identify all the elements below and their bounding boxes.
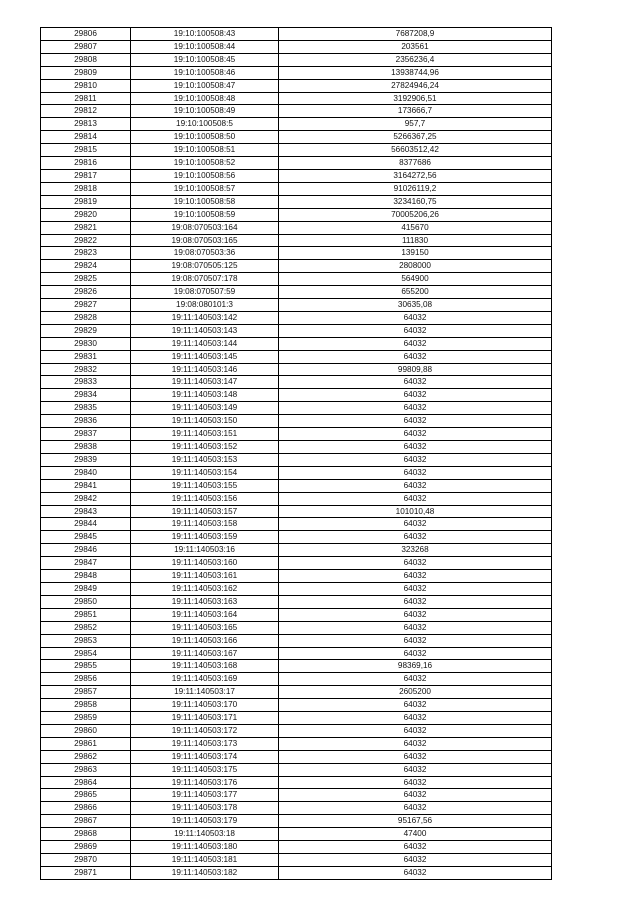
row-number-cell: 29806 <box>41 28 131 41</box>
cadastral-number-cell: 19:11:140503:170 <box>131 699 279 712</box>
value-cell: 173666,7 <box>279 105 552 118</box>
table-row <box>41 337 552 350</box>
value-cell: 203561 <box>279 40 552 53</box>
table-row <box>41 208 552 221</box>
cadastral-number-cell: 19:11:140503:163 <box>131 595 279 608</box>
row-number-cell: 29848 <box>41 570 131 583</box>
table-row <box>41 260 552 273</box>
value-cell: 64032 <box>279 531 552 544</box>
cadastral-number-cell: 19:11:140503:166 <box>131 634 279 647</box>
table-row <box>41 79 552 92</box>
table-row <box>41 518 552 531</box>
value-cell: 64032 <box>279 724 552 737</box>
table-row <box>41 673 552 686</box>
value-cell: 56603512,42 <box>279 144 552 157</box>
table-row <box>41 776 552 789</box>
row-number-cell: 29834 <box>41 389 131 402</box>
cadastral-number-cell: 19:10:100508:50 <box>131 131 279 144</box>
cadastral-number-cell: 19:11:140503:157 <box>131 505 279 518</box>
row-number-cell: 29828 <box>41 311 131 324</box>
row-number-cell: 29840 <box>41 466 131 479</box>
cadastral-number-cell: 19:11:140503:152 <box>131 441 279 454</box>
cadastral-number-cell: 19:10:100508:59 <box>131 208 279 221</box>
row-number-cell: 29820 <box>41 208 131 221</box>
table-row <box>41 866 552 879</box>
cadastral-number-cell: 19:10:100508:58 <box>131 195 279 208</box>
value-cell: 64032 <box>279 854 552 867</box>
table-row <box>41 634 552 647</box>
row-number-cell: 29854 <box>41 647 131 660</box>
row-number-cell: 29835 <box>41 402 131 415</box>
table-row <box>41 492 552 505</box>
value-cell: 111830 <box>279 234 552 247</box>
row-number-cell: 29812 <box>41 105 131 118</box>
table-row <box>41 479 552 492</box>
row-number-cell: 29866 <box>41 802 131 815</box>
value-cell: 64032 <box>279 441 552 454</box>
value-cell: 95167,56 <box>279 815 552 828</box>
row-number-cell: 29808 <box>41 53 131 66</box>
cadastral-number-cell: 19:11:140503:174 <box>131 750 279 763</box>
value-cell: 13938744,96 <box>279 66 552 79</box>
value-cell: 64032 <box>279 789 552 802</box>
row-number-cell: 29819 <box>41 195 131 208</box>
row-number-cell: 29831 <box>41 350 131 363</box>
row-number-cell: 29852 <box>41 621 131 634</box>
table-row <box>41 815 552 828</box>
table-row <box>41 466 552 479</box>
table-row <box>41 505 552 518</box>
cadastral-number-cell: 19:11:140503:16 <box>131 544 279 557</box>
row-number-cell: 29823 <box>41 247 131 260</box>
row-number-cell: 29841 <box>41 479 131 492</box>
cadastral-number-cell: 19:08:070503:164 <box>131 221 279 234</box>
value-cell: 64032 <box>279 841 552 854</box>
cadastral-number-cell: 19:11:140503:167 <box>131 647 279 660</box>
cadastral-number-cell: 19:10:100508:57 <box>131 182 279 195</box>
row-number-cell: 29858 <box>41 699 131 712</box>
cadastral-number-cell: 19:11:140503:173 <box>131 737 279 750</box>
table-row <box>41 737 552 750</box>
table-row <box>41 286 552 299</box>
value-cell: 64032 <box>279 608 552 621</box>
table-row <box>41 389 552 402</box>
cadastral-number-cell: 19:11:140503:148 <box>131 389 279 402</box>
value-cell: 64032 <box>279 311 552 324</box>
table-row <box>41 557 552 570</box>
table-row <box>41 92 552 105</box>
value-cell: 27824946,24 <box>279 79 552 92</box>
value-cell: 655200 <box>279 286 552 299</box>
row-number-cell: 29850 <box>41 595 131 608</box>
cadastral-number-cell: 19:10:100508:45 <box>131 53 279 66</box>
value-cell: 64032 <box>279 802 552 815</box>
cadastral-number-cell: 19:11:140503:180 <box>131 841 279 854</box>
row-number-cell: 29825 <box>41 273 131 286</box>
cadastral-number-cell: 19:11:140503:158 <box>131 518 279 531</box>
value-cell: 5266367,25 <box>279 131 552 144</box>
value-cell: 64032 <box>279 415 552 428</box>
table-row <box>41 118 552 131</box>
cadastral-value-table <box>40 27 552 880</box>
cadastral-number-cell: 19:11:140503:160 <box>131 557 279 570</box>
row-number-cell: 29851 <box>41 608 131 621</box>
value-cell: 64032 <box>279 866 552 879</box>
table-row <box>41 595 552 608</box>
table-row <box>41 802 552 815</box>
cadastral-number-cell: 19:08:080101:3 <box>131 299 279 312</box>
row-number-cell: 29845 <box>41 531 131 544</box>
table-row <box>41 402 552 415</box>
value-cell: 101010,48 <box>279 505 552 518</box>
value-cell: 91026119,2 <box>279 182 552 195</box>
row-number-cell: 29836 <box>41 415 131 428</box>
row-number-cell: 29809 <box>41 66 131 79</box>
value-cell: 8377686 <box>279 157 552 170</box>
value-cell: 64032 <box>279 479 552 492</box>
table-row <box>41 40 552 53</box>
row-number-cell: 29863 <box>41 763 131 776</box>
table-row <box>41 415 552 428</box>
row-number-cell: 29838 <box>41 441 131 454</box>
table-row <box>41 647 552 660</box>
cadastral-number-cell: 19:11:140503:150 <box>131 415 279 428</box>
table-row <box>41 582 552 595</box>
value-cell: 3164272,56 <box>279 169 552 182</box>
row-number-cell: 29869 <box>41 841 131 854</box>
table-row <box>41 169 552 182</box>
value-cell: 957,7 <box>279 118 552 131</box>
value-cell: 99809,88 <box>279 363 552 376</box>
cadastral-number-cell: 19:08:070505:125 <box>131 260 279 273</box>
cadastral-number-cell: 19:10:100508:49 <box>131 105 279 118</box>
cadastral-number-cell: 19:11:140503:169 <box>131 673 279 686</box>
row-number-cell: 29860 <box>41 724 131 737</box>
value-cell: 64032 <box>279 466 552 479</box>
table-row <box>41 182 552 195</box>
row-number-cell: 29815 <box>41 144 131 157</box>
row-number-cell: 29864 <box>41 776 131 789</box>
cadastral-number-cell: 19:11:140503:179 <box>131 815 279 828</box>
cadastral-number-cell: 19:11:140503:177 <box>131 789 279 802</box>
table-row <box>41 324 552 337</box>
cadastral-number-cell: 19:10:100508:46 <box>131 66 279 79</box>
table-row <box>41 195 552 208</box>
value-cell: 47400 <box>279 828 552 841</box>
row-number-cell: 29816 <box>41 157 131 170</box>
value-cell: 64032 <box>279 621 552 634</box>
table-row <box>41 789 552 802</box>
row-number-cell: 29807 <box>41 40 131 53</box>
value-cell: 7687208,9 <box>279 28 552 41</box>
table-row <box>41 854 552 867</box>
value-cell: 64032 <box>279 557 552 570</box>
cadastral-number-cell: 19:11:140503:165 <box>131 621 279 634</box>
cadastral-number-cell: 19:11:140503:151 <box>131 428 279 441</box>
table-row <box>41 66 552 79</box>
value-cell: 30635,08 <box>279 299 552 312</box>
cadastral-number-cell: 19:11:140503:159 <box>131 531 279 544</box>
cadastral-number-cell: 19:11:140503:161 <box>131 570 279 583</box>
table-row <box>41 311 552 324</box>
value-cell: 98369,16 <box>279 660 552 673</box>
row-number-cell: 29821 <box>41 221 131 234</box>
value-cell: 564900 <box>279 273 552 286</box>
table-row <box>41 157 552 170</box>
cadastral-number-cell: 19:11:140503:147 <box>131 376 279 389</box>
row-number-cell: 29839 <box>41 453 131 466</box>
table-body <box>41 28 552 880</box>
value-cell: 3192906,51 <box>279 92 552 105</box>
cadastral-number-cell: 19:08:070507:59 <box>131 286 279 299</box>
cadastral-number-cell: 19:11:140503:178 <box>131 802 279 815</box>
row-number-cell: 29817 <box>41 169 131 182</box>
row-number-cell: 29861 <box>41 737 131 750</box>
cadastral-number-cell: 19:10:100508:48 <box>131 92 279 105</box>
row-number-cell: 29833 <box>41 376 131 389</box>
cadastral-number-cell: 19:11:140503:155 <box>131 479 279 492</box>
table-row <box>41 763 552 776</box>
table-row <box>41 531 552 544</box>
row-number-cell: 29827 <box>41 299 131 312</box>
row-number-cell: 29855 <box>41 660 131 673</box>
table-row <box>41 724 552 737</box>
cadastral-number-cell: 19:08:070503:165 <box>131 234 279 247</box>
cadastral-number-cell: 19:11:140503:144 <box>131 337 279 350</box>
table-row <box>41 53 552 66</box>
table-row <box>41 363 552 376</box>
cadastral-number-cell: 19:11:140503:171 <box>131 712 279 725</box>
cadastral-number-cell: 19:10:100508:56 <box>131 169 279 182</box>
table-row <box>41 699 552 712</box>
table-row <box>41 28 552 41</box>
row-number-cell: 29829 <box>41 324 131 337</box>
value-cell: 2356236,4 <box>279 53 552 66</box>
row-number-cell: 29868 <box>41 828 131 841</box>
value-cell: 70005206,26 <box>279 208 552 221</box>
row-number-cell: 29837 <box>41 428 131 441</box>
table-row <box>41 144 552 157</box>
cadastral-number-cell: 19:11:140503:142 <box>131 311 279 324</box>
table-row <box>41 712 552 725</box>
value-cell: 64032 <box>279 324 552 337</box>
table-row <box>41 221 552 234</box>
table-row <box>41 660 552 673</box>
cadastral-number-cell: 19:11:140503:154 <box>131 466 279 479</box>
table-row <box>41 686 552 699</box>
row-number-cell: 29813 <box>41 118 131 131</box>
row-number-cell: 29846 <box>41 544 131 557</box>
cadastral-number-cell: 19:11:140503:175 <box>131 763 279 776</box>
row-number-cell: 29844 <box>41 518 131 531</box>
cadastral-number-cell: 19:11:140503:156 <box>131 492 279 505</box>
row-number-cell: 29810 <box>41 79 131 92</box>
row-number-cell: 29811 <box>41 92 131 105</box>
value-cell: 64032 <box>279 350 552 363</box>
row-number-cell: 29853 <box>41 634 131 647</box>
table-row <box>41 273 552 286</box>
row-number-cell: 29862 <box>41 750 131 763</box>
cadastral-number-cell: 19:11:140503:149 <box>131 402 279 415</box>
row-number-cell: 29871 <box>41 866 131 879</box>
table-row <box>41 544 552 557</box>
table-row <box>41 350 552 363</box>
cadastral-number-cell: 19:08:070503:36 <box>131 247 279 260</box>
value-cell: 64032 <box>279 453 552 466</box>
table-row <box>41 841 552 854</box>
row-number-cell: 29824 <box>41 260 131 273</box>
value-cell: 2808000 <box>279 260 552 273</box>
value-cell: 64032 <box>279 750 552 763</box>
table-row <box>41 608 552 621</box>
table-row <box>41 453 552 466</box>
cadastral-number-cell: 19:08:070507:178 <box>131 273 279 286</box>
value-cell: 64032 <box>279 634 552 647</box>
cadastral-number-cell: 19:11:140503:168 <box>131 660 279 673</box>
table-row <box>41 428 552 441</box>
value-cell: 64032 <box>279 699 552 712</box>
table-row <box>41 234 552 247</box>
value-cell: 64032 <box>279 376 552 389</box>
cadastral-number-cell: 19:11:140503:145 <box>131 350 279 363</box>
cadastral-number-cell: 19:10:100508:43 <box>131 28 279 41</box>
cadastral-number-cell: 19:11:140503:146 <box>131 363 279 376</box>
row-number-cell: 29832 <box>41 363 131 376</box>
table-row <box>41 441 552 454</box>
value-cell: 64032 <box>279 737 552 750</box>
row-number-cell: 29865 <box>41 789 131 802</box>
table-row <box>41 621 552 634</box>
cadastral-number-cell: 19:10:100508:44 <box>131 40 279 53</box>
cadastral-number-cell: 19:10:100508:52 <box>131 157 279 170</box>
row-number-cell: 29818 <box>41 182 131 195</box>
cadastral-number-cell: 19:11:140503:176 <box>131 776 279 789</box>
table-row <box>41 247 552 260</box>
value-cell: 64032 <box>279 428 552 441</box>
value-cell: 64032 <box>279 763 552 776</box>
row-number-cell: 29849 <box>41 582 131 595</box>
value-cell: 64032 <box>279 518 552 531</box>
table-row <box>41 570 552 583</box>
value-cell: 64032 <box>279 570 552 583</box>
table-row <box>41 131 552 144</box>
value-cell: 3234160,75 <box>279 195 552 208</box>
value-cell: 2605200 <box>279 686 552 699</box>
value-cell: 64032 <box>279 389 552 402</box>
cadastral-number-cell: 19:11:140503:18 <box>131 828 279 841</box>
row-number-cell: 29847 <box>41 557 131 570</box>
value-cell: 139150 <box>279 247 552 260</box>
cadastral-number-cell: 19:11:140503:172 <box>131 724 279 737</box>
value-cell: 64032 <box>279 337 552 350</box>
cadastral-number-cell: 19:11:140503:153 <box>131 453 279 466</box>
row-number-cell: 29867 <box>41 815 131 828</box>
cadastral-number-cell: 19:11:140503:17 <box>131 686 279 699</box>
cadastral-number-cell: 19:11:140503:143 <box>131 324 279 337</box>
value-cell: 323268 <box>279 544 552 557</box>
value-cell: 64032 <box>279 402 552 415</box>
row-number-cell: 29843 <box>41 505 131 518</box>
value-cell: 64032 <box>279 712 552 725</box>
cadastral-number-cell: 19:11:140503:162 <box>131 582 279 595</box>
value-cell: 415670 <box>279 221 552 234</box>
cadastral-number-cell: 19:11:140503:182 <box>131 866 279 879</box>
table-row <box>41 376 552 389</box>
cadastral-number-cell: 19:11:140503:181 <box>131 854 279 867</box>
cadastral-number-cell: 19:10:100508:51 <box>131 144 279 157</box>
value-cell: 64032 <box>279 673 552 686</box>
row-number-cell: 29856 <box>41 673 131 686</box>
row-number-cell: 29857 <box>41 686 131 699</box>
value-cell: 64032 <box>279 582 552 595</box>
table-row <box>41 299 552 312</box>
table-row <box>41 750 552 763</box>
row-number-cell: 29859 <box>41 712 131 725</box>
row-number-cell: 29870 <box>41 854 131 867</box>
row-number-cell: 29814 <box>41 131 131 144</box>
row-number-cell: 29830 <box>41 337 131 350</box>
cadastral-number-cell: 19:10:100508:5 <box>131 118 279 131</box>
row-number-cell: 29822 <box>41 234 131 247</box>
value-cell: 64032 <box>279 647 552 660</box>
value-cell: 64032 <box>279 595 552 608</box>
value-cell: 64032 <box>279 776 552 789</box>
cadastral-number-cell: 19:10:100508:47 <box>131 79 279 92</box>
row-number-cell: 29842 <box>41 492 131 505</box>
table-row <box>41 105 552 118</box>
cadastral-number-cell: 19:11:140503:164 <box>131 608 279 621</box>
value-cell: 64032 <box>279 492 552 505</box>
table-row <box>41 828 552 841</box>
row-number-cell: 29826 <box>41 286 131 299</box>
